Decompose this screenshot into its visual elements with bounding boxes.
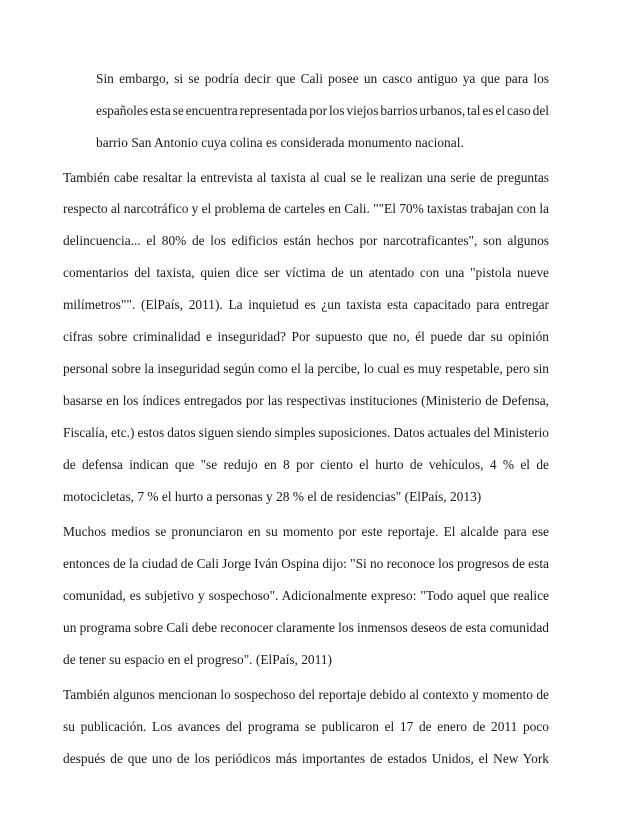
text-line: Sin embargo, si se podría decir que Cali posee un casco antiguo ya que para los [96,71,549,86]
text-line: entonces de la ciudad de Cali Jorge Iván Ospina dijo: "Si no reconoce los progresos de esta [63,556,549,571]
text-line: de defensa indican que "se redujo en 8 por ciento el hurto de vehículos, 4 % el de [63,457,549,472]
text-line: respecto al narcotráfico y el problema de carteles en Cali. ""El 70% taxistas trabajan con la [63,201,549,216]
text-line: milímetros"". (ElPaís, 2011). La inquietud es ¿un taxista esta capacitado para entregar [63,297,549,312]
text-line: su publicación. Los avances del programa se publicaron el 17 de enero de 2011 poco [63,719,549,734]
text-line: después de que uno de los periódicos más importantes de estados Unidos, el New York [63,751,549,766]
text-line: Muchos medios se pronunciaron en su momento por este reportaje. El alcalde para ese [63,524,549,539]
text-line: También cabe resaltar la entrevista al taxista al cual se le realizan una serie de preguntas [63,170,549,185]
text-line: cifras sobre criminalidad e inseguridad? Por supuesto que no, él puede dar su opinión [63,329,549,344]
text-line: españoles esta se encuentra representada por los viejos barrios urbanos, tal es el caso del [96,103,549,118]
text-line: motocicletas, 7 % el hurto a personas y 28 % el de residencias" (ElPaís, 2013) [63,489,482,504]
text-line: un programa sobre Cali debe reconocer claramente los inmensos deseos de esta comunidad [63,620,549,635]
text-line: barrio San Antonio cuya colina es considerada monumento nacional. [96,135,464,150]
text-line: comentarios del taxista, quien dice ser víctima de un atentado con una "pistola nueve [63,265,549,280]
text-line: personal sobre la inseguridad según como el la percibe, lo cual es muy respetable, pero sin [63,361,549,376]
text-line: Fiscalía, etc.) estos datos siguen siendo simples suposiciones. Datos actuales del Ministerio [63,425,549,440]
text-line: comunidad, es subjetivo y sospechoso". Adicionalmente expreso: "Todo aquel que realice [63,588,549,603]
text-line: basarse en los índices entregados por las respectivas instituciones (Ministerio de Defensa, [63,393,549,408]
text-line: delincuencia... el 80% de los edificios están hechos por narcotraficantes", son algunos [63,233,549,248]
text-line: de tener su espacio en el progreso". (ElPaís, 2011) [63,652,332,667]
text-line: También algunos mencionan lo sospechoso del reportaje debido al contexto y momento de [63,687,549,702]
